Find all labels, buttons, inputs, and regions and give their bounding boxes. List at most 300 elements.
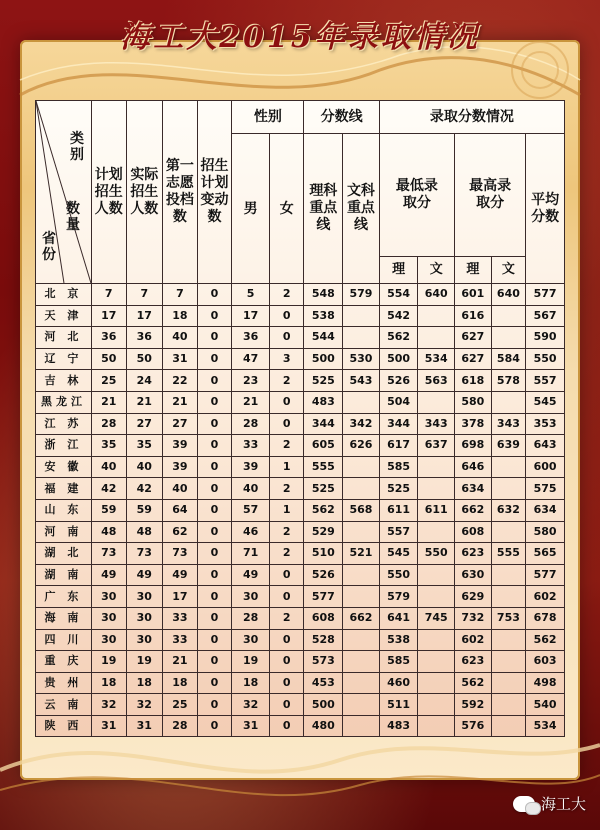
male-header: 男 (232, 134, 270, 284)
min-arts-cell (418, 327, 455, 349)
avg-score-cell: 567 (526, 305, 565, 327)
plan-change-cell: 0 (197, 499, 232, 521)
first-choice-cell: 22 (163, 370, 198, 392)
sci-key-line-cell: 529 (304, 521, 343, 543)
female-cell: 2 (269, 435, 304, 457)
male-cell: 30 (232, 586, 270, 608)
avg-score-cell: 678 (526, 607, 565, 629)
female-cell: 0 (269, 391, 304, 413)
province-cell: 湖 北 (36, 543, 92, 565)
table-row (36, 370, 565, 392)
admission-table (35, 100, 565, 737)
avg-score-cell: 545 (526, 391, 565, 413)
plan-cell: 18 (91, 672, 126, 694)
min-sci-cell: 542 (379, 305, 418, 327)
plan-change-cell: 0 (197, 305, 232, 327)
max-sci-cell: 576 (455, 715, 492, 737)
max-arts-cell (491, 391, 526, 413)
max-arts-cell: 632 (491, 499, 526, 521)
female-header: 女 (269, 134, 304, 284)
first-choice-cell: 7 (163, 284, 198, 306)
actual-cell: 32 (126, 694, 163, 716)
female-cell: 2 (269, 521, 304, 543)
max-sci-cell: 629 (455, 586, 492, 608)
first-choice-cell: 40 (163, 478, 198, 500)
arts-key-line-cell: 342 (343, 413, 380, 435)
max-sci-cell: 698 (455, 435, 492, 457)
min-sci-cell: 344 (379, 413, 418, 435)
plan-cell: 21 (91, 391, 126, 413)
avg-score-cell: 540 (526, 694, 565, 716)
first-choice-cell: 33 (163, 629, 198, 651)
plan-cell: 49 (91, 564, 126, 586)
female-cell: 2 (269, 478, 304, 500)
male-cell: 19 (232, 651, 270, 673)
plan-change-cell: 0 (197, 694, 232, 716)
actual-cell: 73 (126, 543, 163, 565)
avg-score-cell: 565 (526, 543, 565, 565)
table-row (36, 651, 565, 673)
male-cell: 71 (232, 543, 270, 565)
table-row (36, 715, 565, 737)
sci-key-line-cell: 453 (304, 672, 343, 694)
max-sci-cell: 732 (455, 607, 492, 629)
min-sci-cell: 557 (379, 521, 418, 543)
plan-cell: 31 (91, 715, 126, 737)
female-cell: 0 (269, 564, 304, 586)
female-cell: 0 (269, 629, 304, 651)
avg-score-cell: 580 (526, 521, 565, 543)
first-choice-header: 第一志愿投档数 (163, 101, 198, 284)
min-sci-cell: 460 (379, 672, 418, 694)
first-choice-cell: 27 (163, 413, 198, 435)
arts-key-line-cell: 543 (343, 370, 380, 392)
first-choice-cell: 64 (163, 499, 198, 521)
actual-cell: 42 (126, 478, 163, 500)
female-cell: 2 (269, 543, 304, 565)
max-sci-cell: 608 (455, 521, 492, 543)
avg-score-cell: 550 (526, 348, 565, 370)
first-choice-cell: 18 (163, 672, 198, 694)
min-sci-cell: 585 (379, 456, 418, 478)
sci-key-line-cell: 528 (304, 629, 343, 651)
table-row (36, 543, 565, 565)
avg-score-cell: 590 (526, 327, 565, 349)
avg-score-cell: 562 (526, 629, 565, 651)
male-cell: 21 (232, 391, 270, 413)
plan-change-cell: 0 (197, 348, 232, 370)
plan-change-cell: 0 (197, 435, 232, 457)
plan-cell: 40 (91, 456, 126, 478)
female-cell: 0 (269, 413, 304, 435)
plan-change-cell: 0 (197, 607, 232, 629)
province-cell: 云 南 (36, 694, 92, 716)
first-choice-cell: 28 (163, 715, 198, 737)
plan-cell: 42 (91, 478, 126, 500)
min-arts-header: 文 (418, 257, 455, 284)
max-arts-cell (491, 651, 526, 673)
min-sci-cell: 525 (379, 478, 418, 500)
plan-cell: 7 (91, 284, 126, 306)
max-arts-cell (491, 456, 526, 478)
min-sci-cell: 579 (379, 586, 418, 608)
first-choice-cell: 33 (163, 607, 198, 629)
province-cell: 福 建 (36, 478, 92, 500)
first-choice-cell: 25 (163, 694, 198, 716)
female-cell: 1 (269, 499, 304, 521)
score-line-header: 分数线 (304, 101, 379, 134)
actual-cell: 17 (126, 305, 163, 327)
arts-key-line-cell (343, 715, 380, 737)
province-cell: 陕 西 (36, 715, 92, 737)
min-sci-cell: 550 (379, 564, 418, 586)
female-cell: 0 (269, 305, 304, 327)
min-sci-cell: 611 (379, 499, 418, 521)
province-cell: 广 东 (36, 586, 92, 608)
female-cell: 2 (269, 607, 304, 629)
avg-score-cell: 634 (526, 499, 565, 521)
plan-cell: 28 (91, 413, 126, 435)
max-sci-cell: 627 (455, 348, 492, 370)
avg-score-cell: 557 (526, 370, 565, 392)
avg-score-cell: 534 (526, 715, 565, 737)
max-arts-cell (491, 715, 526, 737)
min-sci-header: 理 (379, 257, 418, 284)
min-arts-cell (418, 586, 455, 608)
max-sci-cell: 634 (455, 478, 492, 500)
avg-score-cell: 575 (526, 478, 565, 500)
actual-cell: 30 (126, 607, 163, 629)
max-arts-cell (491, 478, 526, 500)
page-title: 海工大2015年录取情况 (120, 20, 480, 55)
male-cell: 32 (232, 694, 270, 716)
female-cell: 1 (269, 456, 304, 478)
plan-change-cell: 0 (197, 284, 232, 306)
min-sci-cell: 585 (379, 651, 418, 673)
admission-header: 录取分数情况 (379, 101, 564, 134)
actual-cell: 24 (126, 370, 163, 392)
min-arts-cell: 550 (418, 543, 455, 565)
plan-header: 计划招生人数 (91, 101, 126, 284)
max-arts-cell (491, 629, 526, 651)
corner-category-label: 类别 (70, 131, 84, 163)
min-arts-cell: 640 (418, 284, 455, 306)
male-cell: 18 (232, 672, 270, 694)
sci-key-line-cell: 573 (304, 651, 343, 673)
sci-key-line-cell: 608 (304, 607, 343, 629)
table-row (36, 435, 565, 457)
plan-cell: 35 (91, 435, 126, 457)
min-sci-cell: 504 (379, 391, 418, 413)
actual-cell: 59 (126, 499, 163, 521)
avg-score-cell: 603 (526, 651, 565, 673)
max-arts-cell (491, 521, 526, 543)
plan-cell: 30 (91, 607, 126, 629)
sci-key-line-cell: 555 (304, 456, 343, 478)
province-cell: 河 北 (36, 327, 92, 349)
sci-key-line-cell: 605 (304, 435, 343, 457)
max-arts-cell (491, 564, 526, 586)
table-row (36, 586, 565, 608)
max-arts-cell (491, 672, 526, 694)
min-arts-cell (418, 651, 455, 673)
province-cell: 江 苏 (36, 413, 92, 435)
sci-key-line-cell: 510 (304, 543, 343, 565)
actual-cell: 18 (126, 672, 163, 694)
province-cell: 湖 南 (36, 564, 92, 586)
plan-change-cell: 0 (197, 651, 232, 673)
female-cell: 3 (269, 348, 304, 370)
male-cell: 46 (232, 521, 270, 543)
province-cell: 安 徽 (36, 456, 92, 478)
female-cell: 2 (269, 370, 304, 392)
male-cell: 33 (232, 435, 270, 457)
sci-key-line-cell: 577 (304, 586, 343, 608)
sci-key-line-cell: 480 (304, 715, 343, 737)
arts-key-line-cell (343, 629, 380, 651)
male-cell: 31 (232, 715, 270, 737)
max-arts-cell (491, 694, 526, 716)
max-sci-cell: 662 (455, 499, 492, 521)
min-arts-cell: 611 (418, 499, 455, 521)
female-cell: 2 (269, 284, 304, 306)
max-sci-cell: 580 (455, 391, 492, 413)
female-cell: 0 (269, 327, 304, 349)
min-score-header: 最低录取分 (379, 134, 454, 257)
plan-cell: 30 (91, 629, 126, 651)
province-cell: 海 南 (36, 607, 92, 629)
plan-change-cell: 0 (197, 564, 232, 586)
male-cell: 57 (232, 499, 270, 521)
actual-cell: 30 (126, 629, 163, 651)
female-cell: 0 (269, 651, 304, 673)
gender-header: 性别 (232, 101, 304, 134)
actual-cell: 31 (126, 715, 163, 737)
avg-score-cell: 643 (526, 435, 565, 457)
plan-cell: 50 (91, 348, 126, 370)
max-sci-cell: 562 (455, 672, 492, 694)
arts-key-line-cell (343, 694, 380, 716)
actual-cell: 19 (126, 651, 163, 673)
arts-key-line-cell: 662 (343, 607, 380, 629)
arts-key-line-cell: 626 (343, 435, 380, 457)
watermark (513, 793, 586, 814)
sci-key-line-cell: 483 (304, 391, 343, 413)
sci-key-line-cell: 500 (304, 694, 343, 716)
min-arts-cell (418, 672, 455, 694)
male-cell: 23 (232, 370, 270, 392)
plan-change-cell: 0 (197, 672, 232, 694)
table-row (36, 305, 565, 327)
sci-key-line-cell: 548 (304, 284, 343, 306)
min-sci-cell: 545 (379, 543, 418, 565)
sci-key-line-cell: 344 (304, 413, 343, 435)
min-arts-cell (418, 629, 455, 651)
plan-cell: 17 (91, 305, 126, 327)
plan-cell: 73 (91, 543, 126, 565)
plan-cell: 36 (91, 327, 126, 349)
min-arts-cell (418, 715, 455, 737)
min-sci-cell: 500 (379, 348, 418, 370)
avg-score-cell: 577 (526, 284, 565, 306)
arts-key-line-header: 文科重点线 (343, 134, 380, 284)
plan-cell: 32 (91, 694, 126, 716)
min-arts-cell (418, 694, 455, 716)
max-arts-cell: 578 (491, 370, 526, 392)
table-row (36, 478, 565, 500)
actual-cell: 35 (126, 435, 163, 457)
arts-key-line-cell (343, 327, 380, 349)
sci-key-line-cell: 525 (304, 370, 343, 392)
arts-key-line-cell (343, 305, 380, 327)
corner-quantity-label: 数量 (66, 201, 80, 233)
arts-key-line-cell (343, 672, 380, 694)
min-sci-cell: 562 (379, 327, 418, 349)
male-cell: 39 (232, 456, 270, 478)
arts-key-line-cell (343, 521, 380, 543)
min-arts-cell (418, 521, 455, 543)
avg-score-cell: 498 (526, 672, 565, 694)
female-cell: 0 (269, 694, 304, 716)
plan-cell: 30 (91, 586, 126, 608)
actual-cell: 7 (126, 284, 163, 306)
actual-cell: 21 (126, 391, 163, 413)
male-cell: 28 (232, 607, 270, 629)
male-cell: 30 (232, 629, 270, 651)
wechat-icon (513, 796, 535, 812)
min-arts-cell (418, 391, 455, 413)
plan-change-cell: 0 (197, 521, 232, 543)
province-cell: 天 津 (36, 305, 92, 327)
max-sci-cell: 623 (455, 651, 492, 673)
max-sci-cell: 378 (455, 413, 492, 435)
sci-key-line-cell: 526 (304, 564, 343, 586)
table-row (36, 499, 565, 521)
female-cell: 0 (269, 586, 304, 608)
max-sci-header: 理 (455, 257, 492, 284)
avg-score-cell: 600 (526, 456, 565, 478)
plan-change-cell: 0 (197, 391, 232, 413)
actual-cell: 48 (126, 521, 163, 543)
min-arts-cell: 534 (418, 348, 455, 370)
table-row (36, 564, 565, 586)
max-arts-cell: 639 (491, 435, 526, 457)
table-row (36, 521, 565, 543)
actual-cell: 50 (126, 348, 163, 370)
plan-change-header: 招生计划变动数 (197, 101, 232, 284)
actual-cell: 36 (126, 327, 163, 349)
male-cell: 28 (232, 413, 270, 435)
max-arts-cell (491, 586, 526, 608)
max-arts-cell: 640 (491, 284, 526, 306)
min-sci-cell: 526 (379, 370, 418, 392)
min-arts-cell: 563 (418, 370, 455, 392)
max-sci-cell: 616 (455, 305, 492, 327)
watermark-text: 海工大 (540, 795, 586, 813)
max-arts-header: 文 (491, 257, 526, 284)
table-row (36, 413, 565, 435)
corner-province-label: 省份 (42, 231, 56, 263)
male-cell: 40 (232, 478, 270, 500)
plan-change-cell: 0 (197, 413, 232, 435)
min-arts-cell: 343 (418, 413, 455, 435)
table-row (36, 607, 565, 629)
min-sci-cell: 641 (379, 607, 418, 629)
max-sci-cell: 623 (455, 543, 492, 565)
first-choice-cell: 39 (163, 456, 198, 478)
male-cell: 5 (232, 284, 270, 306)
arts-key-line-cell (343, 478, 380, 500)
province-cell: 辽 宁 (36, 348, 92, 370)
first-choice-cell: 39 (163, 435, 198, 457)
province-cell: 河 南 (36, 521, 92, 543)
max-sci-cell: 646 (455, 456, 492, 478)
max-arts-cell (491, 305, 526, 327)
max-sci-cell: 602 (455, 629, 492, 651)
male-cell: 47 (232, 348, 270, 370)
table-row (36, 391, 565, 413)
actual-cell: 30 (126, 586, 163, 608)
first-choice-cell: 49 (163, 564, 198, 586)
sci-key-line-cell: 562 (304, 499, 343, 521)
max-sci-cell: 618 (455, 370, 492, 392)
plan-cell: 25 (91, 370, 126, 392)
female-cell: 0 (269, 672, 304, 694)
plan-change-cell: 0 (197, 478, 232, 500)
max-arts-cell: 555 (491, 543, 526, 565)
max-arts-cell: 753 (491, 607, 526, 629)
table-row (36, 284, 565, 306)
first-choice-cell: 21 (163, 391, 198, 413)
arts-key-line-cell (343, 564, 380, 586)
plan-change-cell: 0 (197, 629, 232, 651)
table-body (36, 284, 565, 737)
plan-cell: 19 (91, 651, 126, 673)
max-score-header: 最高录取分 (455, 134, 526, 257)
sci-key-line-header: 理科重点线 (304, 134, 343, 284)
avg-score-cell: 577 (526, 564, 565, 586)
first-choice-cell: 18 (163, 305, 198, 327)
table-row (36, 694, 565, 716)
max-arts-cell: 343 (491, 413, 526, 435)
min-arts-cell (418, 564, 455, 586)
max-sci-cell: 601 (455, 284, 492, 306)
arts-key-line-cell (343, 586, 380, 608)
max-arts-cell: 584 (491, 348, 526, 370)
max-sci-cell: 592 (455, 694, 492, 716)
plan-change-cell: 0 (197, 327, 232, 349)
sci-key-line-cell: 500 (304, 348, 343, 370)
arts-key-line-cell: 579 (343, 284, 380, 306)
table-row (36, 327, 565, 349)
first-choice-cell: 31 (163, 348, 198, 370)
min-sci-cell: 538 (379, 629, 418, 651)
first-choice-cell: 21 (163, 651, 198, 673)
table-row (36, 456, 565, 478)
arts-key-line-cell (343, 651, 380, 673)
min-arts-cell (418, 478, 455, 500)
actual-header: 实际招生人数 (126, 101, 163, 284)
min-arts-cell: 637 (418, 435, 455, 457)
province-cell: 重 庆 (36, 651, 92, 673)
corner-header (36, 101, 92, 284)
first-choice-cell: 17 (163, 586, 198, 608)
table-row (36, 629, 565, 651)
avg-score-cell: 602 (526, 586, 565, 608)
plan-cell: 48 (91, 521, 126, 543)
table-row (36, 672, 565, 694)
province-cell: 吉 林 (36, 370, 92, 392)
